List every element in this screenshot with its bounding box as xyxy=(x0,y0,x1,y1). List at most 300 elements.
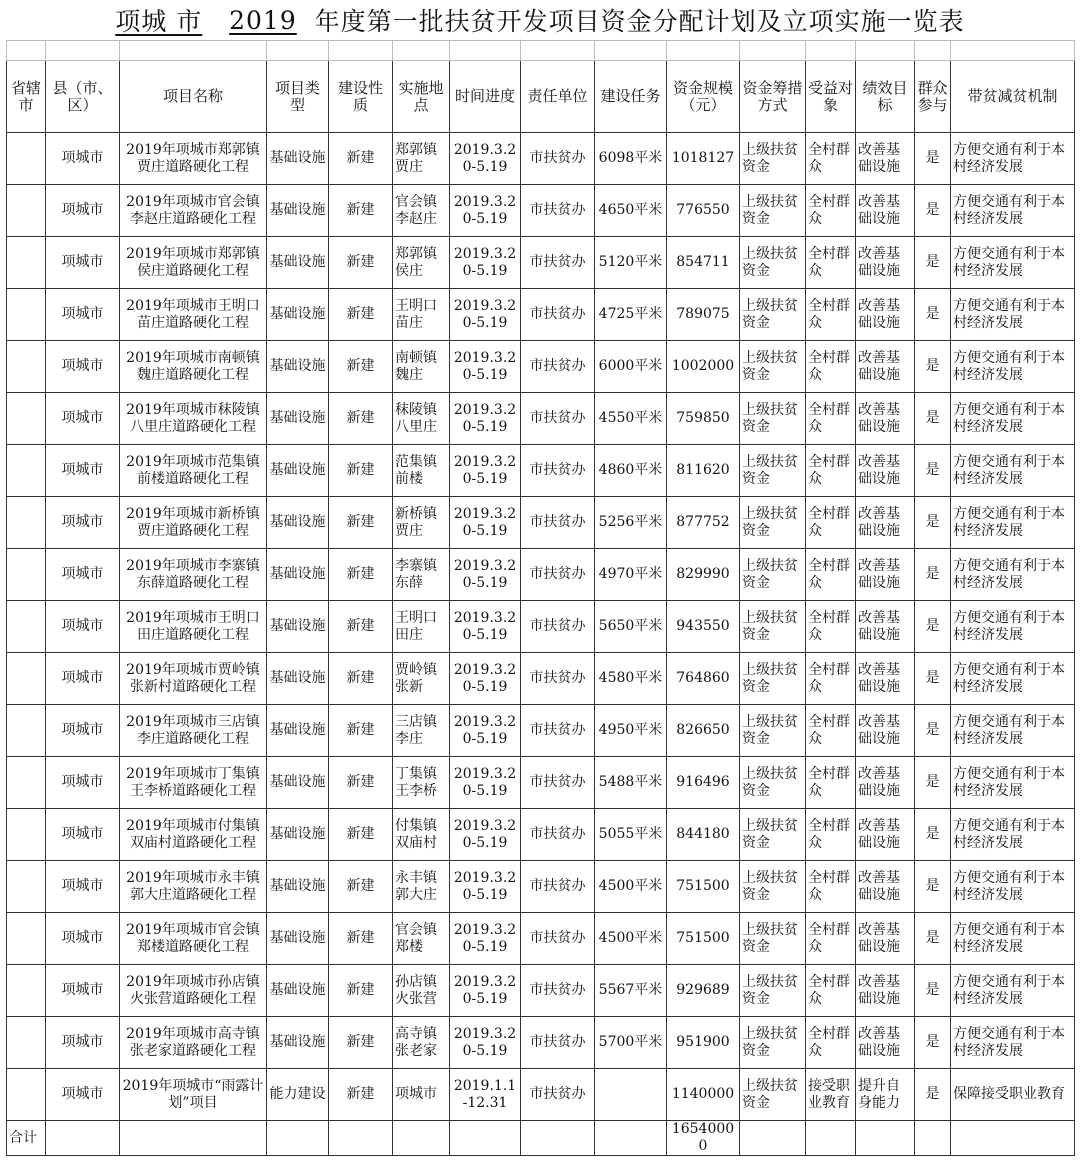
beneficiary-cell: 全村群众 xyxy=(806,965,856,1017)
nature-cell: 新建 xyxy=(329,601,393,653)
task-cell: 4860平米 xyxy=(595,445,667,497)
task-cell: 4950平米 xyxy=(595,705,667,757)
project-name-cell: 2019年项城市郑郭镇贾庄道路硬化工程 xyxy=(120,133,267,185)
mechanism-cell: 方便交通有利于本村经济发展 xyxy=(951,497,1075,549)
total-empty-cell xyxy=(740,1121,806,1156)
participation-cell: 是 xyxy=(915,965,951,1017)
total-fund: 16540000 xyxy=(667,1121,740,1156)
beneficiary-cell: 全村群众 xyxy=(806,809,856,861)
participation-cell: 是 xyxy=(915,913,951,965)
location-cell: 永丰镇郭大庄 xyxy=(393,861,450,913)
table-row xyxy=(7,913,1075,965)
project-type-cell: 基础设施 xyxy=(267,705,329,757)
participation-cell: 是 xyxy=(915,653,951,705)
project-name-cell: 2019年项城市官会镇郑楼道路硬化工程 xyxy=(120,913,267,965)
project-type-cell: 基础设施 xyxy=(267,965,329,1017)
fund-cell: 943550 xyxy=(667,601,740,653)
project-name-cell: 2019年项城市三店镇李庄道路硬化工程 xyxy=(120,705,267,757)
schedule-cell: 2019.3.20-5.19 xyxy=(450,653,521,705)
responsible-unit-cell: 市扶贫办 xyxy=(521,809,595,861)
mechanism-cell: 方便交通有利于本村经济发展 xyxy=(951,185,1075,237)
participation-cell: 是 xyxy=(915,445,951,497)
schedule-cell: 2019.3.20-5.19 xyxy=(450,809,521,861)
performance-goal-cell: 改善基础设施 xyxy=(856,549,915,601)
task-cell: 5055平米 xyxy=(595,809,667,861)
fund-cell: 759850 xyxy=(667,393,740,445)
participation-cell: 是 xyxy=(915,705,951,757)
spacer-row xyxy=(7,41,1075,61)
table-row xyxy=(7,549,1075,601)
participation-cell: 是 xyxy=(915,1017,951,1069)
province-city-cell xyxy=(7,1017,46,1069)
total-label: 合计 xyxy=(7,1121,46,1156)
funding-method-cell: 上级扶贫资金 xyxy=(740,445,806,497)
responsible-unit-cell: 市扶贫办 xyxy=(521,133,595,185)
schedule-cell: 2019.3.20-5.19 xyxy=(450,185,521,237)
nature-cell: 新建 xyxy=(329,913,393,965)
header-cell: 责任单位 xyxy=(521,61,595,133)
province-city-cell xyxy=(7,809,46,861)
participation-cell: 是 xyxy=(915,289,951,341)
performance-goal-cell: 提升自身能力 xyxy=(856,1069,915,1121)
performance-goal-cell: 改善基础设施 xyxy=(856,965,915,1017)
funding-method-cell: 上级扶贫资金 xyxy=(740,133,806,185)
fund-cell: 829990 xyxy=(667,549,740,601)
province-city-cell xyxy=(7,705,46,757)
header-cell: 群众参与 xyxy=(915,61,951,133)
participation-cell: 是 xyxy=(915,497,951,549)
fund-cell: 1002000 xyxy=(667,341,740,393)
funding-method-cell: 上级扶贫资金 xyxy=(740,965,806,1017)
location-cell: 郑郭镇侯庄 xyxy=(393,237,450,289)
performance-goal-cell: 改善基础设施 xyxy=(856,237,915,289)
project-name-cell: 2019年项城市高寺镇张老家道路硬化工程 xyxy=(120,1017,267,1069)
mechanism-cell: 方便交通有利于本村经济发展 xyxy=(951,653,1075,705)
project-type-cell: 基础设施 xyxy=(267,237,329,289)
beneficiary-cell: 全村群众 xyxy=(806,185,856,237)
title-city: 项城 市 xyxy=(115,7,203,36)
fund-cell: 751500 xyxy=(667,913,740,965)
task-cell: 5120平米 xyxy=(595,237,667,289)
location-cell: 官会镇郑楼 xyxy=(393,913,450,965)
nature-cell: 新建 xyxy=(329,705,393,757)
province-city-cell xyxy=(7,133,46,185)
beneficiary-cell: 全村群众 xyxy=(806,341,856,393)
project-type-cell: 基础设施 xyxy=(267,289,329,341)
beneficiary-cell: 全村群众 xyxy=(806,237,856,289)
mechanism-cell: 方便交通有利于本村经济发展 xyxy=(951,289,1075,341)
responsible-unit-cell: 市扶贫办 xyxy=(521,601,595,653)
county-cell: 项城市 xyxy=(46,185,120,237)
funding-method-cell: 上级扶贫资金 xyxy=(740,705,806,757)
performance-goal-cell: 改善基础设施 xyxy=(856,913,915,965)
province-city-cell xyxy=(7,1069,46,1121)
performance-goal-cell: 改善基础设施 xyxy=(856,185,915,237)
header-cell: 建设任务 xyxy=(595,61,667,133)
nature-cell: 新建 xyxy=(329,965,393,1017)
nature-cell: 新建 xyxy=(329,861,393,913)
header-cell: 带贫减贫机制 xyxy=(951,61,1075,133)
table-row xyxy=(7,497,1075,549)
mechanism-cell: 方便交通有利于本村经济发展 xyxy=(951,705,1075,757)
table-row xyxy=(7,393,1075,445)
beneficiary-cell: 接受职业教育 xyxy=(806,1069,856,1121)
nature-cell: 新建 xyxy=(329,289,393,341)
location-cell: 王明口田庄 xyxy=(393,601,450,653)
location-cell: 秣陵镇八里庄 xyxy=(393,393,450,445)
header-cell: 受益对象 xyxy=(806,61,856,133)
responsible-unit-cell: 市扶贫办 xyxy=(521,913,595,965)
performance-goal-cell: 改善基础设施 xyxy=(856,861,915,913)
performance-goal-cell: 改善基础设施 xyxy=(856,445,915,497)
schedule-cell: 2019.3.20-5.19 xyxy=(450,133,521,185)
fund-cell: 1140000 xyxy=(667,1069,740,1121)
responsible-unit-cell: 市扶贫办 xyxy=(521,237,595,289)
performance-goal-cell: 改善基础设施 xyxy=(856,341,915,393)
nature-cell: 新建 xyxy=(329,445,393,497)
total-empty-cell xyxy=(393,1121,450,1156)
title-year: 2019 xyxy=(229,5,297,35)
fund-cell: 789075 xyxy=(667,289,740,341)
county-cell: 项城市 xyxy=(46,549,120,601)
beneficiary-cell: 全村群众 xyxy=(806,757,856,809)
funding-method-cell: 上级扶贫资金 xyxy=(740,913,806,965)
project-name-cell: 2019年项城市南顿镇魏庄道路硬化工程 xyxy=(120,341,267,393)
participation-cell: 是 xyxy=(915,861,951,913)
nature-cell: 新建 xyxy=(329,133,393,185)
table-row xyxy=(7,133,1075,185)
table-row xyxy=(7,445,1075,497)
county-cell: 项城市 xyxy=(46,445,120,497)
location-cell: 新桥镇贾庄 xyxy=(393,497,450,549)
beneficiary-cell: 全村群众 xyxy=(806,549,856,601)
project-type-cell: 基础设施 xyxy=(267,549,329,601)
table-row xyxy=(7,185,1075,237)
beneficiary-cell: 全村群众 xyxy=(806,601,856,653)
province-city-cell xyxy=(7,601,46,653)
beneficiary-cell: 全村群众 xyxy=(806,861,856,913)
province-city-cell xyxy=(7,913,46,965)
task-cell: 5256平米 xyxy=(595,497,667,549)
funding-method-cell: 上级扶贫资金 xyxy=(740,497,806,549)
county-cell: 项城市 xyxy=(46,133,120,185)
funding-method-cell: 上级扶贫资金 xyxy=(740,601,806,653)
allocation-table xyxy=(6,40,1075,1156)
total-row xyxy=(7,1121,1075,1156)
county-cell: 项城市 xyxy=(46,601,120,653)
task-cell: 5488平米 xyxy=(595,757,667,809)
responsible-unit-cell: 市扶贫办 xyxy=(521,393,595,445)
beneficiary-cell: 全村群众 xyxy=(806,705,856,757)
schedule-cell: 2019.3.20-5.19 xyxy=(450,705,521,757)
project-type-cell: 基础设施 xyxy=(267,913,329,965)
project-type-cell: 基础设施 xyxy=(267,445,329,497)
performance-goal-cell: 改善基础设施 xyxy=(856,393,915,445)
mechanism-cell: 方便交通有利于本村经济发展 xyxy=(951,549,1075,601)
nature-cell: 新建 xyxy=(329,393,393,445)
project-name-cell: 2019年项城市郑郭镇侯庄道路硬化工程 xyxy=(120,237,267,289)
location-cell: 李寨镇东薛 xyxy=(393,549,450,601)
county-cell: 项城市 xyxy=(46,757,120,809)
county-cell: 项城市 xyxy=(46,341,120,393)
schedule-cell: 2019.3.20-5.19 xyxy=(450,1017,521,1069)
performance-goal-cell: 改善基础设施 xyxy=(856,497,915,549)
responsible-unit-cell: 市扶贫办 xyxy=(521,1017,595,1069)
schedule-cell: 2019.3.20-5.19 xyxy=(450,289,521,341)
province-city-cell xyxy=(7,549,46,601)
county-cell: 项城市 xyxy=(46,809,120,861)
header-cell: 项目名称 xyxy=(120,61,267,133)
responsible-unit-cell: 市扶贫办 xyxy=(521,549,595,601)
participation-cell: 是 xyxy=(915,549,951,601)
participation-cell: 是 xyxy=(915,393,951,445)
header-cell: 项目类型 xyxy=(267,61,329,133)
mechanism-cell: 保障接受职业教育 xyxy=(951,1069,1075,1121)
participation-cell: 是 xyxy=(915,1069,951,1121)
fund-cell: 844180 xyxy=(667,809,740,861)
fund-cell: 1018127 xyxy=(667,133,740,185)
beneficiary-cell: 全村群众 xyxy=(806,393,856,445)
mechanism-cell: 方便交通有利于本村经济发展 xyxy=(951,445,1075,497)
table-row xyxy=(7,965,1075,1017)
table-row xyxy=(7,1069,1075,1121)
participation-cell: 是 xyxy=(915,237,951,289)
total-empty-cell xyxy=(120,1121,267,1156)
header-cell: 建设性质 xyxy=(329,61,393,133)
total-empty-cell xyxy=(856,1121,915,1156)
table-row xyxy=(7,237,1075,289)
total-empty-cell xyxy=(267,1121,329,1156)
performance-goal-cell: 改善基础设施 xyxy=(856,601,915,653)
header-cell: 资金筹措方式 xyxy=(740,61,806,133)
beneficiary-cell: 全村群众 xyxy=(806,445,856,497)
participation-cell: 是 xyxy=(915,341,951,393)
nature-cell: 新建 xyxy=(329,341,393,393)
mechanism-cell: 方便交通有利于本村经济发展 xyxy=(951,809,1075,861)
fund-cell: 951900 xyxy=(667,1017,740,1069)
fund-cell: 811620 xyxy=(667,445,740,497)
project-type-cell: 基础设施 xyxy=(267,601,329,653)
county-cell: 项城市 xyxy=(46,393,120,445)
mechanism-cell: 方便交通有利于本村经济发展 xyxy=(951,913,1075,965)
table-row xyxy=(7,341,1075,393)
province-city-cell xyxy=(7,393,46,445)
header-cell: 资金规模（元） xyxy=(667,61,740,133)
schedule-cell: 2019.3.20-5.19 xyxy=(450,757,521,809)
county-cell: 项城市 xyxy=(46,237,120,289)
schedule-cell: 2019.3.20-5.19 xyxy=(450,601,521,653)
province-city-cell xyxy=(7,965,46,1017)
location-cell: 三店镇李庄 xyxy=(393,705,450,757)
funding-method-cell: 上级扶贫资金 xyxy=(740,1017,806,1069)
header-cell: 省辖市 xyxy=(7,61,46,133)
responsible-unit-cell: 市扶贫办 xyxy=(521,705,595,757)
participation-cell: 是 xyxy=(915,809,951,861)
task-cell: 4500平米 xyxy=(595,861,667,913)
project-type-cell: 基础设施 xyxy=(267,133,329,185)
performance-goal-cell: 改善基础设施 xyxy=(856,809,915,861)
project-type-cell: 基础设施 xyxy=(267,393,329,445)
task-cell xyxy=(595,1069,667,1121)
project-name-cell: 2019年项城市孙店镇火张营道路硬化工程 xyxy=(120,965,267,1017)
province-city-cell xyxy=(7,861,46,913)
responsible-unit-cell: 市扶贫办 xyxy=(521,1069,595,1121)
participation-cell: 是 xyxy=(915,757,951,809)
task-cell: 6000平米 xyxy=(595,341,667,393)
province-city-cell xyxy=(7,237,46,289)
task-cell: 4500平米 xyxy=(595,913,667,965)
county-cell: 项城市 xyxy=(46,913,120,965)
project-name-cell: 2019年项城市官会镇李赵庄道路硬化工程 xyxy=(120,185,267,237)
task-cell: 5650平米 xyxy=(595,601,667,653)
schedule-cell: 2019.3.20-5.19 xyxy=(450,393,521,445)
county-cell: 项城市 xyxy=(46,965,120,1017)
county-cell: 项城市 xyxy=(46,497,120,549)
header-cell: 绩效目标 xyxy=(856,61,915,133)
location-cell: 孙店镇火张营 xyxy=(393,965,450,1017)
table-row xyxy=(7,289,1075,341)
performance-goal-cell: 改善基础设施 xyxy=(856,653,915,705)
schedule-cell: 2019.3.20-5.19 xyxy=(450,341,521,393)
location-cell: 南顿镇魏庄 xyxy=(393,341,450,393)
project-name-cell: 2019年项城市“雨露计划”项目 xyxy=(120,1069,267,1121)
location-cell: 王明口苗庄 xyxy=(393,289,450,341)
project-name-cell: 2019年项城市秣陵镇八里庄道路硬化工程 xyxy=(120,393,267,445)
funding-method-cell: 上级扶贫资金 xyxy=(740,185,806,237)
project-name-cell: 2019年项城市付集镇双庙村道路硬化工程 xyxy=(120,809,267,861)
mechanism-cell: 方便交通有利于本村经济发展 xyxy=(951,601,1075,653)
schedule-cell: 2019.3.20-5.19 xyxy=(450,965,521,1017)
schedule-cell: 2019.3.20-5.19 xyxy=(450,497,521,549)
header-row xyxy=(7,61,1075,133)
county-cell: 项城市 xyxy=(46,289,120,341)
task-cell: 4725平米 xyxy=(595,289,667,341)
location-cell: 郑郭镇贾庄 xyxy=(393,133,450,185)
total-empty-cell xyxy=(329,1121,393,1156)
province-city-cell xyxy=(7,445,46,497)
county-cell: 项城市 xyxy=(46,653,120,705)
funding-method-cell: 上级扶贫资金 xyxy=(740,1069,806,1121)
responsible-unit-cell: 市扶贫办 xyxy=(521,497,595,549)
nature-cell: 新建 xyxy=(329,1017,393,1069)
mechanism-cell: 方便交通有利于本村经济发展 xyxy=(951,341,1075,393)
location-cell: 贾岭镇张新 xyxy=(393,653,450,705)
province-city-cell xyxy=(7,757,46,809)
table-row xyxy=(7,1017,1075,1069)
participation-cell: 是 xyxy=(915,601,951,653)
schedule-cell: 2019.3.20-5.19 xyxy=(450,913,521,965)
table-row xyxy=(7,809,1075,861)
header-cell: 时间进度 xyxy=(450,61,521,133)
fund-cell: 751500 xyxy=(667,861,740,913)
responsible-unit-cell: 市扶贫办 xyxy=(521,445,595,497)
funding-method-cell: 上级扶贫资金 xyxy=(740,393,806,445)
project-name-cell: 2019年项城市新桥镇贾庄道路硬化工程 xyxy=(120,497,267,549)
schedule-cell: 2019.3.20-5.19 xyxy=(450,549,521,601)
mechanism-cell: 方便交通有利于本村经济发展 xyxy=(951,393,1075,445)
county-cell: 项城市 xyxy=(46,1017,120,1069)
performance-goal-cell: 改善基础设施 xyxy=(856,1017,915,1069)
location-cell: 高寺镇张老家 xyxy=(393,1017,450,1069)
funding-method-cell: 上级扶贫资金 xyxy=(740,653,806,705)
responsible-unit-cell: 市扶贫办 xyxy=(521,341,595,393)
title-text: 年度第一批扶贫开发项目资金分配计划及立项实施一览表 xyxy=(314,7,965,36)
project-name-cell: 2019年项城市范集镇前楼道路硬化工程 xyxy=(120,445,267,497)
fund-cell: 854711 xyxy=(667,237,740,289)
project-type-cell: 基础设施 xyxy=(267,185,329,237)
performance-goal-cell: 改善基础设施 xyxy=(856,705,915,757)
beneficiary-cell: 全村群众 xyxy=(806,497,856,549)
total-empty-cell xyxy=(46,1121,120,1156)
task-cell: 4580平米 xyxy=(595,653,667,705)
funding-method-cell: 上级扶贫资金 xyxy=(740,757,806,809)
table-row xyxy=(7,757,1075,809)
mechanism-cell: 方便交通有利于本村经济发展 xyxy=(951,133,1075,185)
performance-goal-cell: 改善基础设施 xyxy=(856,289,915,341)
fund-cell: 877752 xyxy=(667,497,740,549)
mechanism-cell: 方便交通有利于本村经济发展 xyxy=(951,861,1075,913)
project-type-cell: 基础设施 xyxy=(267,1017,329,1069)
nature-cell: 新建 xyxy=(329,549,393,601)
mechanism-cell: 方便交通有利于本村经济发展 xyxy=(951,1017,1075,1069)
project-name-cell: 2019年项城市王明口田庄道路硬化工程 xyxy=(120,601,267,653)
project-type-cell: 基础设施 xyxy=(267,809,329,861)
beneficiary-cell: 全村群众 xyxy=(806,1017,856,1069)
responsible-unit-cell: 市扶贫办 xyxy=(521,185,595,237)
schedule-cell: 2019.3.20-5.19 xyxy=(450,237,521,289)
mechanism-cell: 方便交通有利于本村经济发展 xyxy=(951,237,1075,289)
participation-cell: 是 xyxy=(915,185,951,237)
county-cell: 项城市 xyxy=(46,1069,120,1121)
table-row xyxy=(7,861,1075,913)
fund-cell: 929689 xyxy=(667,965,740,1017)
province-city-cell xyxy=(7,653,46,705)
schedule-cell: 2019.3.20-5.19 xyxy=(450,861,521,913)
responsible-unit-cell: 市扶贫办 xyxy=(521,289,595,341)
responsible-unit-cell: 市扶贫办 xyxy=(521,653,595,705)
performance-goal-cell: 改善基础设施 xyxy=(856,757,915,809)
header-cell: 县（市、区） xyxy=(46,61,120,133)
header-cell: 实施地点 xyxy=(393,61,450,133)
project-name-cell: 2019年项城市王明口苗庄道路硬化工程 xyxy=(120,289,267,341)
location-cell: 项城市 xyxy=(393,1069,450,1121)
funding-method-cell: 上级扶贫资金 xyxy=(740,549,806,601)
fund-cell: 776550 xyxy=(667,185,740,237)
location-cell: 丁集镇王李桥 xyxy=(393,757,450,809)
project-type-cell: 基础设施 xyxy=(267,497,329,549)
total-empty-cell xyxy=(915,1121,951,1156)
beneficiary-cell: 全村群众 xyxy=(806,653,856,705)
project-type-cell: 基础设施 xyxy=(267,653,329,705)
total-empty-cell xyxy=(951,1121,1075,1156)
task-cell: 4970平米 xyxy=(595,549,667,601)
province-city-cell xyxy=(7,497,46,549)
province-city-cell xyxy=(7,341,46,393)
table-row xyxy=(7,653,1075,705)
project-type-cell: 基础设施 xyxy=(267,861,329,913)
schedule-cell: 2019.1.1-12.31 xyxy=(450,1069,521,1121)
total-empty-cell xyxy=(521,1121,595,1156)
responsible-unit-cell: 市扶贫办 xyxy=(521,965,595,1017)
total-empty-cell xyxy=(595,1121,667,1156)
mechanism-cell: 方便交通有利于本村经济发展 xyxy=(951,757,1075,809)
total-empty-cell xyxy=(806,1121,856,1156)
fund-cell: 764860 xyxy=(667,653,740,705)
mechanism-cell: 方便交通有利于本村经济发展 xyxy=(951,965,1075,1017)
task-cell: 6098平米 xyxy=(595,133,667,185)
nature-cell: 新建 xyxy=(329,497,393,549)
responsible-unit-cell: 市扶贫办 xyxy=(521,861,595,913)
